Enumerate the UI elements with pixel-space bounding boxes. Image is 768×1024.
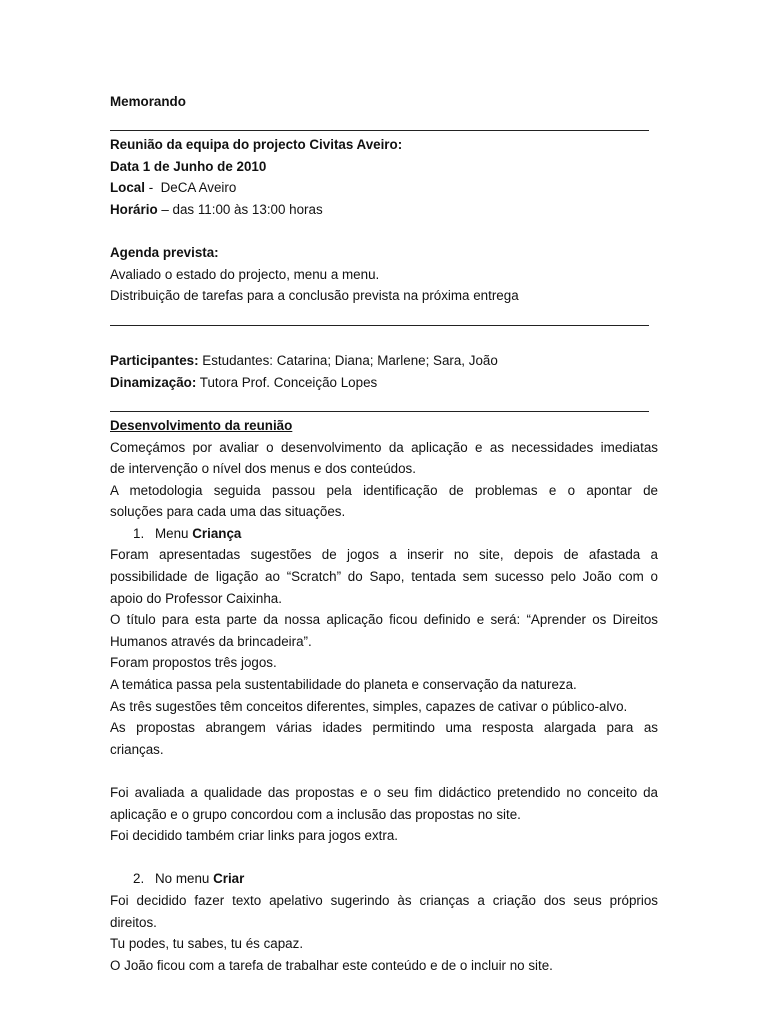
paragraph-line: O título para esta parte da nossa aplicação ficou definido e será: “Aprender os Direitos: [110, 612, 658, 628]
time-label: Horário: [110, 201, 158, 217]
paragraph-line: soluções para cada uma das situações.: [110, 504, 346, 520]
paragraph-line: Foi decidido fazer texto apelativo sugerindo às crianças a criação dos seus próprios: [110, 892, 658, 908]
participants-label: Participantes:: [110, 353, 199, 369]
participants: [110, 350, 658, 372]
participants-value: Estudantes: Catarina; Diana; Marlene; Sara, João: [198, 353, 498, 369]
agenda-item: Avaliado o estado do projecto, menu a menu.: [110, 266, 380, 282]
section-prefix: No menu: [155, 871, 214, 887]
paragraph-line: direitos.: [110, 914, 157, 930]
agenda-item: Distribuição de tarefas para a conclusão prevista na próxima entrega: [110, 288, 519, 304]
divider: [110, 113, 658, 135]
section-name: Criar: [213, 871, 245, 887]
section-2-heading: [110, 868, 658, 890]
paragraph-line: As três sugestões têm conceitos diferentes, simples, capazes de cativar o público-alvo.: [110, 698, 628, 714]
meeting-location: [110, 177, 658, 199]
paragraph-line: A temática passa pela sustentabilidade do planeta e conservação da natureza.: [110, 677, 577, 693]
divider: [110, 307, 658, 329]
time-value: – das 11:00 às 13:00 horas: [157, 201, 323, 217]
section-name: Criança: [192, 525, 242, 541]
location-label: Local: [110, 180, 145, 196]
paragraph-line: O João ficou com a tarefa de trabalhar este conteúdo e de o incluir no site.: [110, 957, 553, 973]
meeting-time: [110, 199, 658, 221]
paragraph-line: Foram apresentadas sugestões de jogos a inserir no site, depois de afastada a: [110, 547, 658, 563]
paragraph-line: Humanos através da brincadeira”.: [110, 633, 312, 649]
list-number: 1.: [133, 525, 145, 541]
paragraph-line: Foi avaliada a qualidade das propostas e o seu fim didáctico pretendido no conceito da: [110, 785, 658, 800]
paragraph-line: Foi decidido também criar links para jogos extra.: [110, 828, 399, 844]
memo-title: Memorando: [110, 94, 186, 109]
facilitation: [110, 372, 658, 394]
paragraph-line: crianças.: [110, 741, 164, 757]
agenda-heading: Agenda prevista:: [110, 245, 219, 261]
paragraph-line: A metodologia seguida passou pela identificação de problemas e o apontar de: [110, 482, 658, 498]
paragraph-line: aplicação e o grupo concordou com a inclusão das propostas no site.: [110, 806, 521, 822]
development-heading: Desenvolvimento da reunião: [110, 417, 293, 433]
paragraph-line: Foram propostos três jogos.: [110, 655, 277, 671]
facilitation-value: Tutora Prof. Conceição Lopes: [196, 374, 378, 390]
paragraph-line: Começámos por avaliar o desenvolvimento da aplicação e as necessidades imediatas: [110, 439, 658, 455]
section-prefix: Menu: [155, 525, 193, 541]
meeting-title: Reunião da equipa do projecto Civitas Aveiro:: [110, 137, 403, 153]
location-value: - DeCA Aveiro: [144, 180, 237, 196]
section-1-heading: [110, 523, 658, 545]
memo-body: [110, 91, 658, 976]
facilitation-label: Dinamização:: [110, 374, 197, 390]
divider: [110, 393, 658, 415]
paragraph-line: de intervenção o nível dos menus e dos conteúdos.: [110, 461, 416, 477]
paragraph-line: apoio do Professor Caixinha.: [110, 590, 282, 606]
paragraph-line: As propostas abrangem várias idades permitindo uma resposta alargada para as: [110, 720, 658, 736]
paragraph-line: possibilidade de ligação ao “Scratch” do Sapo, tentada sem sucesso pelo João com o: [110, 569, 658, 585]
list-number: 2.: [133, 871, 145, 887]
paragraph-line: Tu podes, tu sabes, tu és capaz.: [110, 936, 304, 952]
meeting-date: Data 1 de Junho de 2010: [110, 158, 267, 174]
